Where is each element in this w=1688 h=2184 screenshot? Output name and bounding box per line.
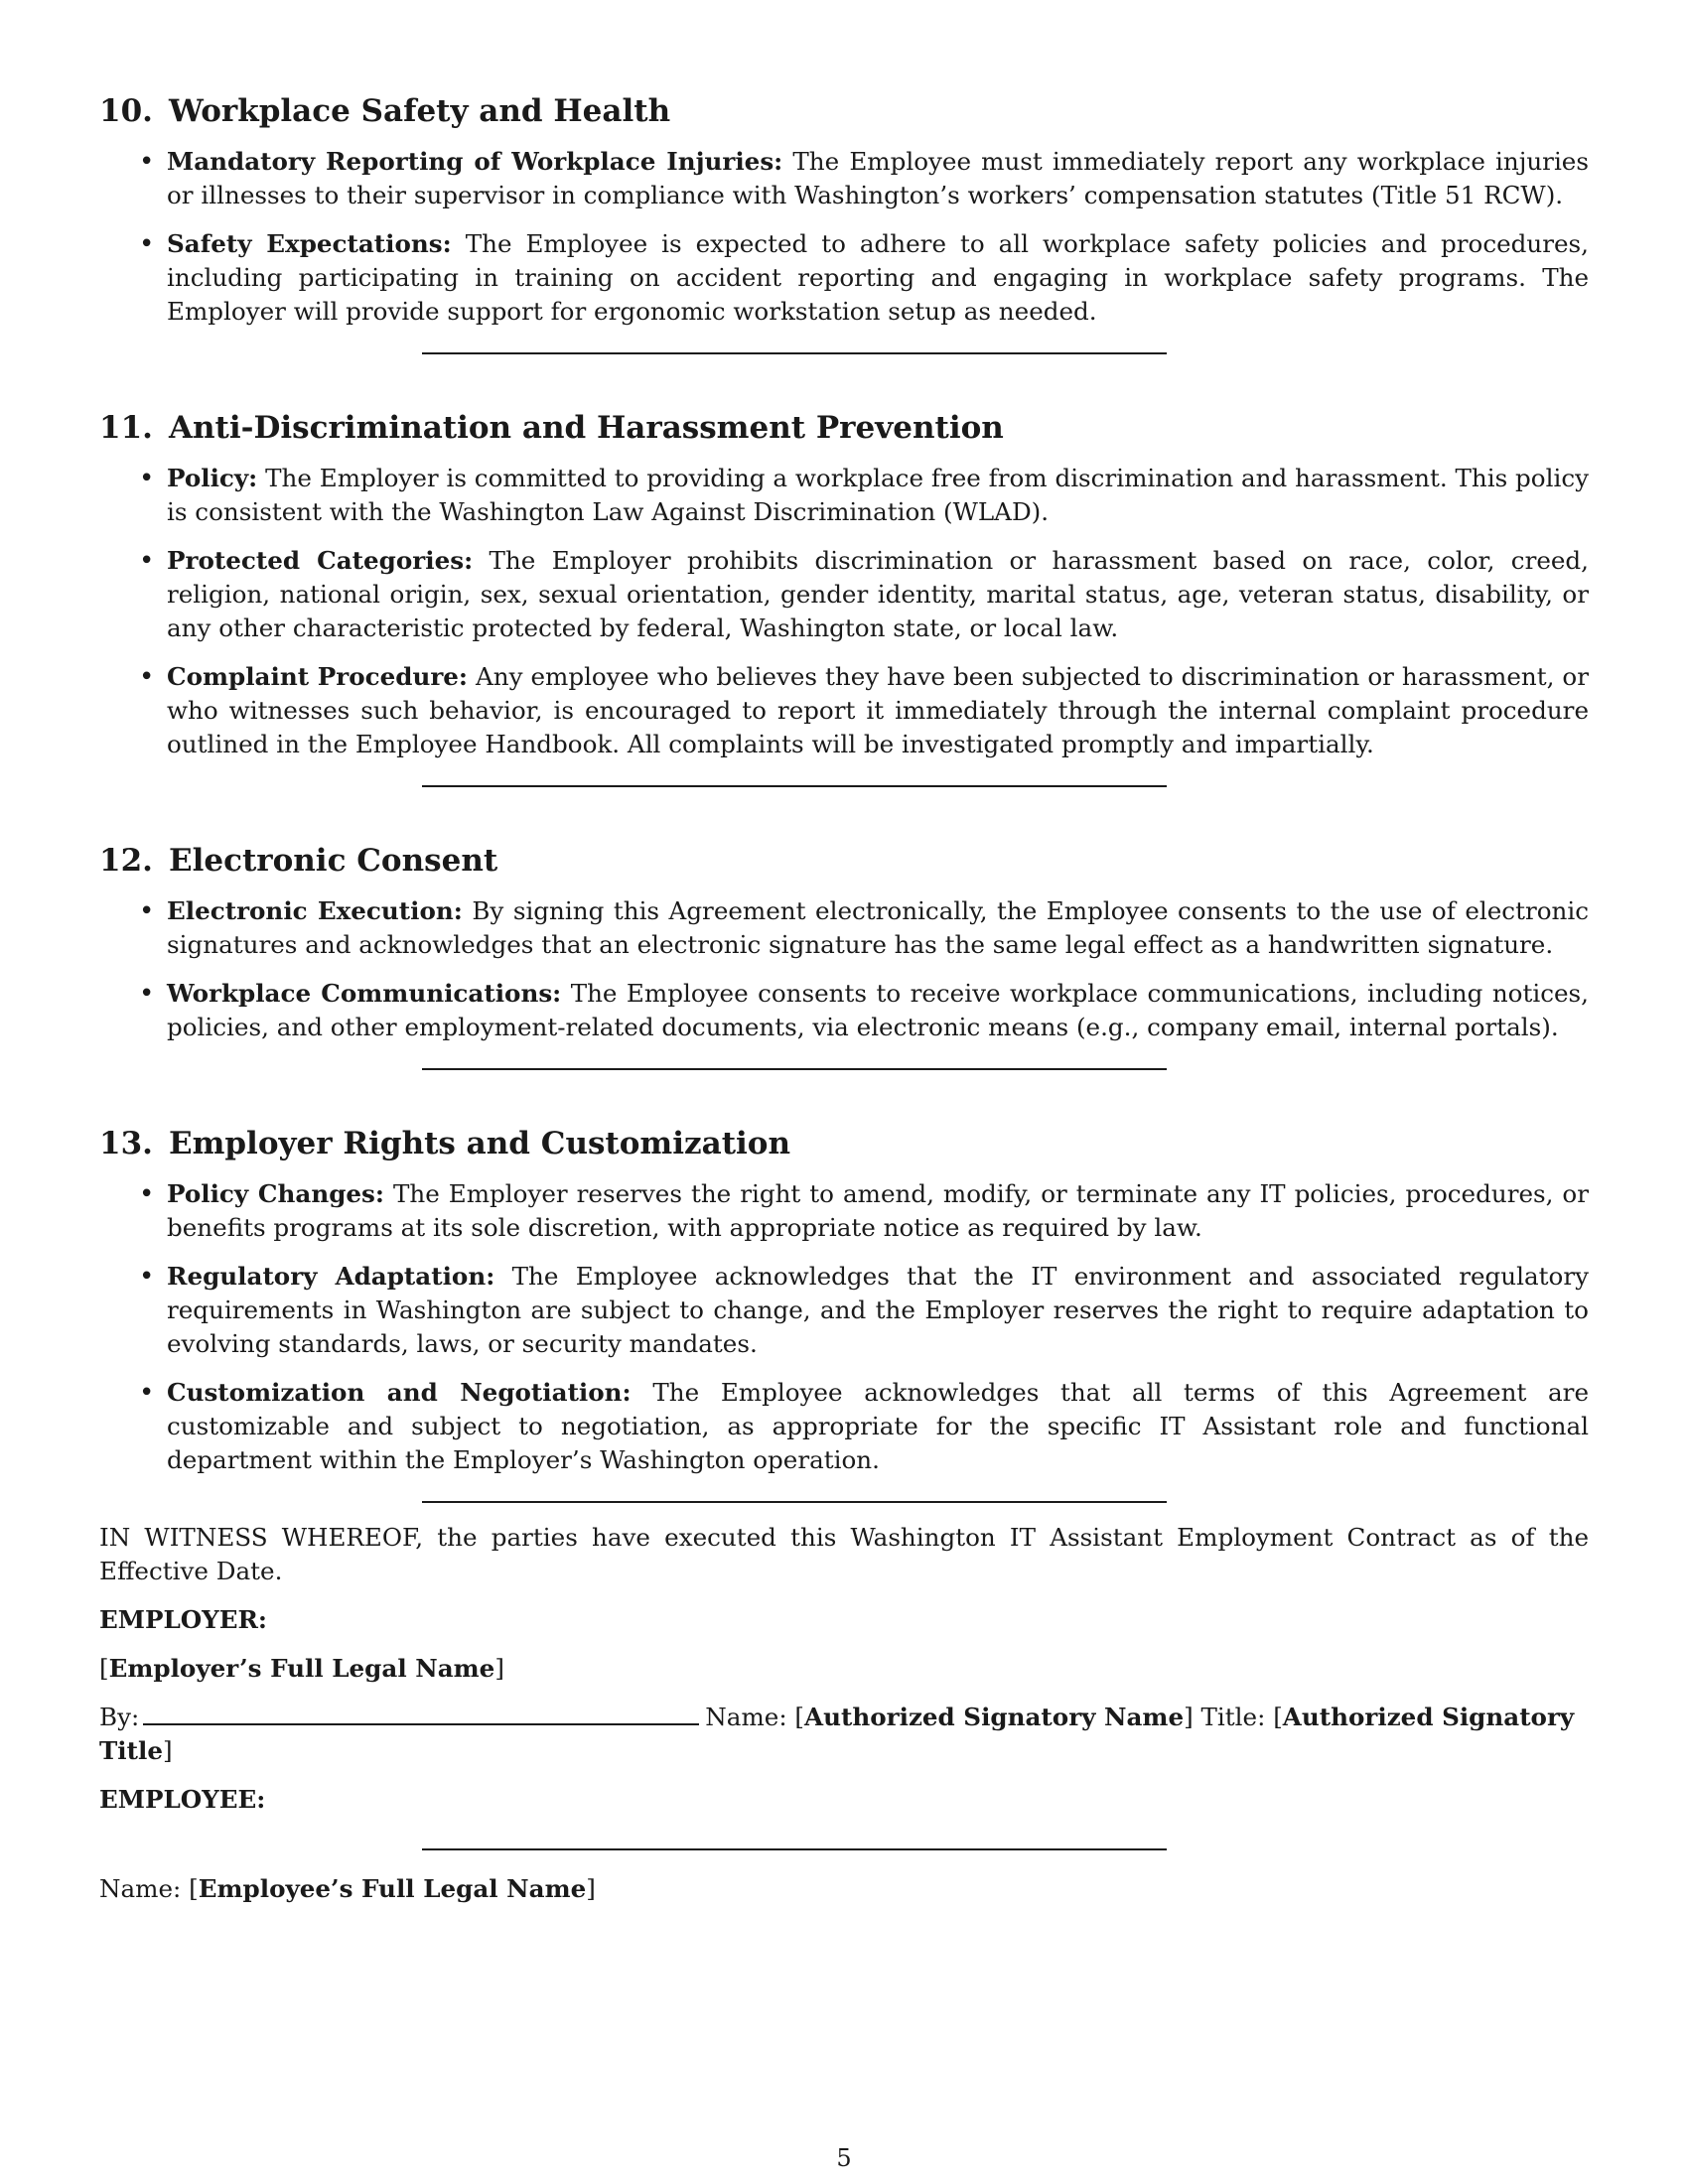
list-item xyxy=(99,462,1589,529)
item-lead: Policy Changes: xyxy=(167,1179,384,1208)
section-13 xyxy=(99,1124,1589,1477)
bullet-list xyxy=(99,894,1589,1044)
employer-name: Employer’s Full Legal Name xyxy=(108,1654,495,1683)
section-10 xyxy=(99,91,1589,329)
section-number: 13. xyxy=(99,1126,153,1161)
bracket-open: [ xyxy=(99,1654,109,1683)
item-lead: Safety Expectations: xyxy=(167,229,452,258)
bullet-list xyxy=(99,462,1589,761)
item-lead: Complaint Procedure: xyxy=(167,662,469,691)
list-item xyxy=(99,145,1589,212)
item-lead: Workplace Communications: xyxy=(167,979,562,1008)
item-lead: Policy: xyxy=(167,464,258,492)
section-number: 11. xyxy=(99,410,153,446)
page-number: 5 xyxy=(836,2144,852,2172)
employer-name-line xyxy=(99,1652,1589,1686)
by-label: By: xyxy=(99,1703,140,1731)
list-item xyxy=(99,977,1589,1044)
section-title: Employer Rights and Customization xyxy=(168,1126,791,1161)
section-heading xyxy=(99,841,1589,881)
employer-heading: EMPLOYER: xyxy=(99,1605,267,1634)
list-item xyxy=(99,544,1589,645)
list-item xyxy=(99,660,1589,761)
employer-signature-line: By: Name: [Authorized Signatory Name] Title: [Authorized Signatory Title] xyxy=(99,1703,1575,1765)
bracket-close: ] xyxy=(494,1654,504,1683)
item-lead: Regulatory Adaptation: xyxy=(167,1262,495,1291)
item-text: The Employee consents to receive workplace communications, including notices, policies, and other employment-related documents, via electronic means (e.g., company email, internal portals). xyxy=(167,979,1589,1041)
section-heading xyxy=(99,408,1589,448)
item-text: The Employer is committed to providing a workplace free from discrimination and harassment. This policy is consistent with the Washington Law Against Discrimination (WLAD). xyxy=(167,464,1589,526)
list-item xyxy=(99,1376,1589,1477)
item-lead: Electronic Execution: xyxy=(167,896,463,925)
item-lead: Customization and Negotiation: xyxy=(167,1378,632,1407)
section-title: Anti-Discrimination and Harassment Prevention xyxy=(168,410,1004,446)
section-12 xyxy=(99,841,1589,1044)
witness-statement: IN WITNESS WHEREOF, the parties have executed this Washington IT Assistant Employment Contract as of the Effective Date. xyxy=(99,1523,1589,1585)
document-page xyxy=(99,91,1589,1921)
item-text: Any employee who believes they have been subjected to discrimination or harassment, or who witnesses such behavior, is encouraged to report it immediately through the internal complaint procedure outlined in the Employee Handbook. All complaints will be investigated promptly and impartially. xyxy=(167,662,1589,758)
item-text: By signing this Agreement electronically, the Employee consents to the use of electronic signatures and acknowledges that an electronic signature has the same legal effect as a handwritten signature. xyxy=(167,896,1590,959)
employee-name-label: Name: xyxy=(99,1874,182,1903)
employee-heading: EMPLOYEE: xyxy=(99,1785,266,1814)
section-number: 12. xyxy=(99,843,153,879)
bullet-list xyxy=(99,1177,1589,1477)
section-title: Electronic Consent xyxy=(168,843,498,879)
section-heading xyxy=(99,1124,1589,1163)
item-text: The Employee acknowledges that all terms of this Agreement are customizable and subject to negotiation, as appropriate for the specific IT Assistant role and functional department within the Employer’s Washington operation. xyxy=(167,1378,1589,1474)
list-item xyxy=(99,1260,1589,1361)
section-divider xyxy=(422,1068,1167,1070)
item-text: The Employee must immediately report any workplace injuries or illnesses to their supervisor in compliance with Washington’s workers’ compensation statutes (Title 51 RCW). xyxy=(167,147,1589,209)
item-text: The Employee acknowledges that the IT environment and associated regulatory requirements in Washington are subject to change, and the Employer reserves the right to require adaptation to evolving standards, laws, or security mandates. xyxy=(167,1262,1589,1358)
list-item xyxy=(99,227,1589,329)
employer-signature-field[interactable] xyxy=(143,1702,699,1725)
bullet-list xyxy=(99,145,1589,329)
section-divider xyxy=(422,785,1167,787)
title-label: Title: xyxy=(1200,1703,1266,1731)
employee-name: Employee’s Full Legal Name xyxy=(198,1874,587,1903)
list-item xyxy=(99,1177,1589,1245)
employee-signature-field[interactable] xyxy=(422,1848,1167,1850)
name-label: Name: xyxy=(705,1703,787,1731)
signatory-name: Authorized Signatory Name xyxy=(804,1703,1185,1731)
item-lead: Mandatory Reporting of Workplace Injuries: xyxy=(167,147,783,176)
item-text: The Employer reserves the right to amend, modify, or terminate any IT policies, procedures, or benefits programs at its sole discretion, with appropriate notice as required by law. xyxy=(167,1179,1589,1242)
section-number: 10. xyxy=(99,93,153,129)
section-11 xyxy=(99,408,1589,761)
employee-name-line: Name: [Employee’s Full Legal Name] xyxy=(99,1874,596,1903)
item-lead: Protected Categories: xyxy=(167,546,474,575)
section-divider xyxy=(422,1501,1167,1503)
section-heading xyxy=(99,91,1589,131)
list-item xyxy=(99,894,1589,962)
signatory-title: Authorized Signatory Title xyxy=(99,1703,1575,1765)
item-text: The Employee is expected to adhere to all workplace safety policies and procedures, including participating in training on accident reporting and engaging in workplace safety programs. The Employer will provide support for ergonomic workstation setup as needed. xyxy=(167,229,1589,326)
item-text: The Employer prohibits discrimination or harassment based on race, color, creed, religion, national origin, sex, sexual orientation, gender identity, marital status, age, veteran status, disability, or any other characteristic protected by federal, Washington state, or local law. xyxy=(167,546,1589,642)
section-divider xyxy=(422,352,1167,354)
section-title: Workplace Safety and Health xyxy=(168,93,671,129)
